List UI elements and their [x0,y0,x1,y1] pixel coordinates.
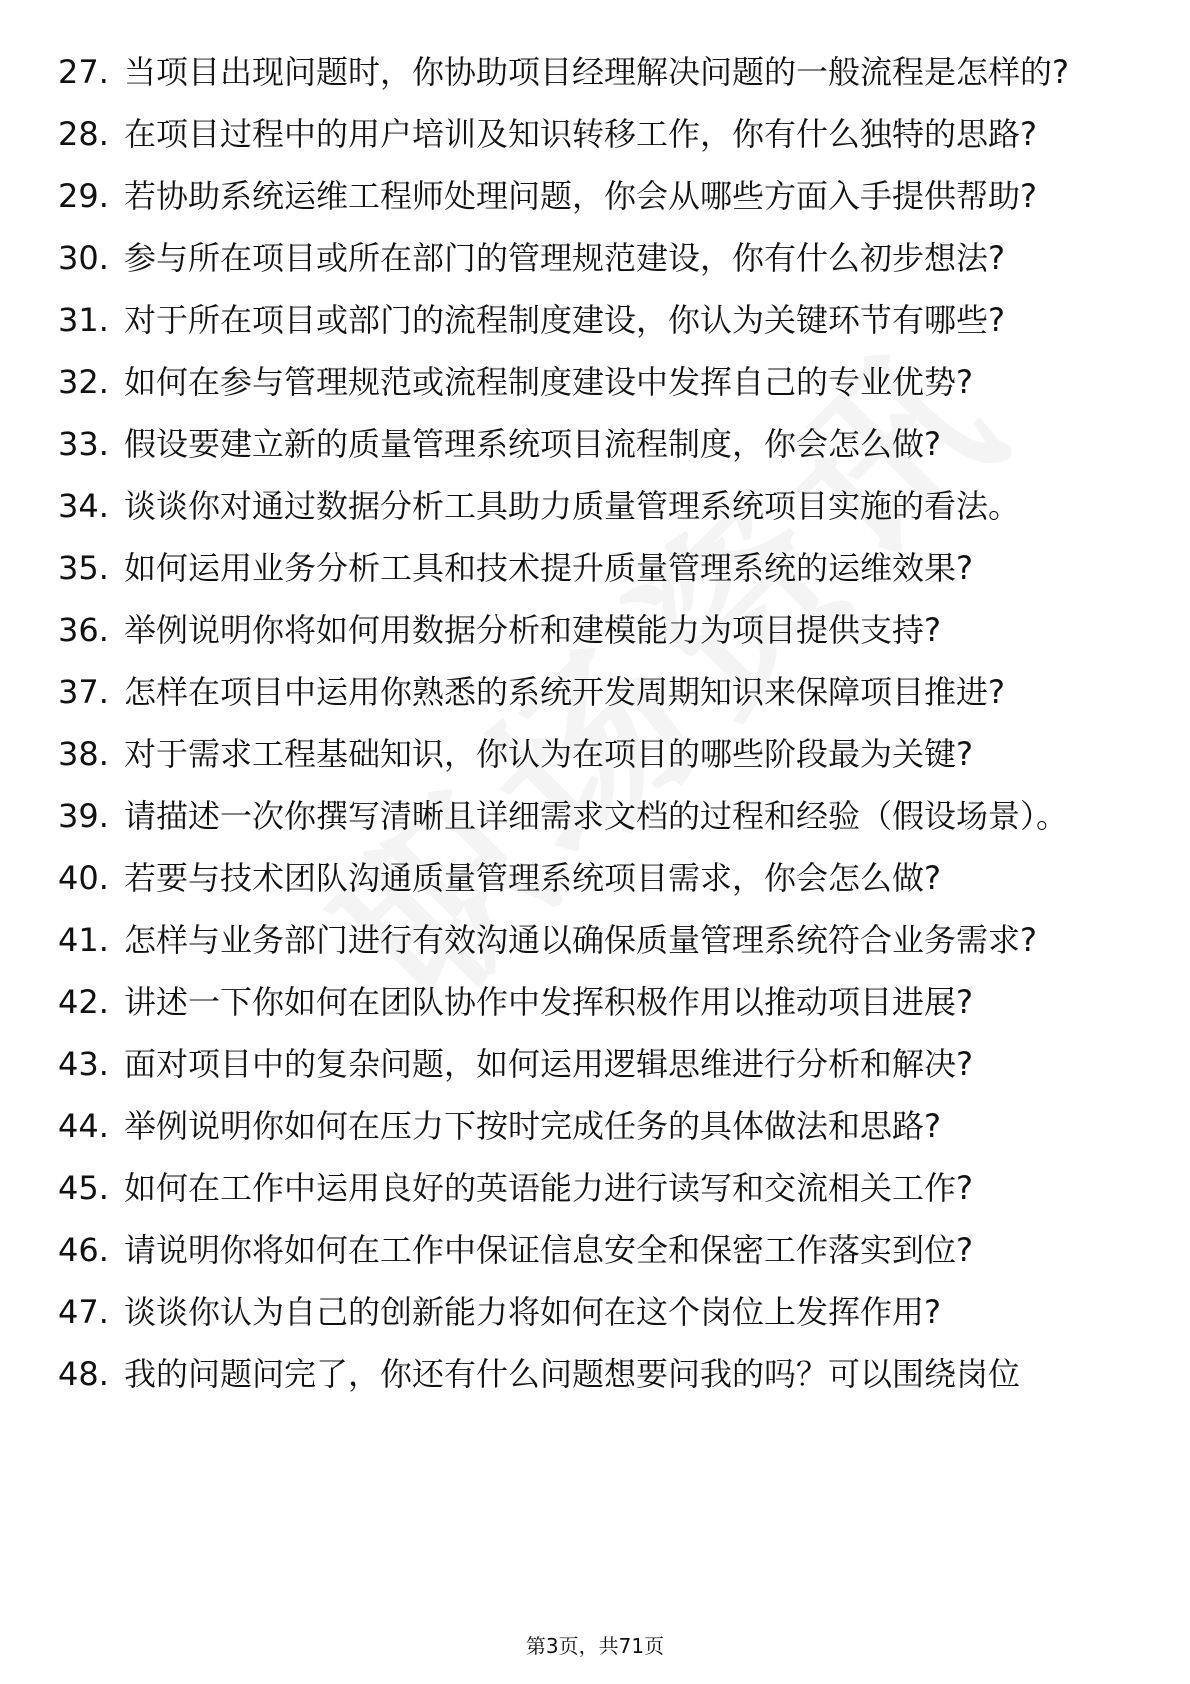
question-text: 若协助系统运维工程师处理问题，你会从哪些方面入手提供帮助? [124,177,1037,215]
question-text: 请描述一次你撰写清晰且详细需求文档的过程和经验（假设场景）。 [124,797,1069,835]
question-item [58,982,1138,1022]
question-item [58,176,1138,216]
question-number: 37. [58,673,109,711]
question-item [58,1354,1138,1394]
question-item [58,52,1138,92]
question-number: 43. [58,1045,109,1083]
question-number: 33. [58,425,109,463]
question-item [58,486,1138,526]
question-number: 40. [58,859,109,897]
question-text: 讲述一下你如何在团队协作中发挥积极作用以推动项目进展? [124,983,973,1021]
question-item [58,1106,1138,1146]
question-text: 在项目过程中的用户培训及知识转移工作，你有什么独特的思路? [124,115,1037,153]
question-item [58,114,1138,154]
question-number: 47. [58,1293,109,1331]
question-number: 44. [58,1107,109,1145]
question-text: 假设要建立新的质量管理系统项目流程制度，你会怎么做? [124,425,941,463]
question-text: 面对项目中的复杂问题，如何运用逻辑思维进行分析和解决? [124,1045,973,1083]
question-item [58,858,1138,898]
question-number: 36. [58,611,109,649]
question-text: 怎样在项目中运用你熟悉的系统开发周期知识来保障项目推进? [124,673,1005,711]
question-number: 27. [58,53,109,91]
question-number: 39. [58,797,109,835]
question-text: 举例说明你将如何用数据分析和建模能力为项目提供支持? [124,611,941,649]
question-item [58,1292,1138,1332]
question-item [58,796,1138,836]
question-number: 31. [58,301,109,339]
question-item [58,610,1138,650]
question-text: 参与所在项目或所在部门的管理规范建设，你有什么初步想法? [124,239,1005,277]
question-list [58,52,1138,1416]
question-number: 45. [58,1169,109,1207]
question-text: 当项目出现问题时，你协助项目经理解决问题的一般流程是怎样的? [124,53,1069,91]
question-text: 怎样与业务部门进行有效沟通以确保质量管理系统符合业务需求? [124,921,1037,959]
question-number: 41. [58,921,109,959]
question-item [58,1168,1138,1208]
question-text: 请说明你将如何在工作中保证信息安全和保密工作落实到位? [124,1231,973,1269]
question-item [58,548,1138,588]
question-item [58,238,1138,278]
question-item [58,424,1138,464]
question-text: 谈谈你对通过数据分析工具助力质量管理系统项目实施的看法。 [124,487,1021,525]
question-item [58,1230,1138,1270]
question-number: 29. [58,177,109,215]
question-text: 如何在工作中运用良好的英语能力进行读写和交流相关工作? [124,1169,973,1207]
question-text: 举例说明你如何在压力下按时完成任务的具体做法和思路? [124,1107,941,1145]
page-number-footer: 第3页，共71页 [525,1634,665,1658]
question-number: 28. [58,115,109,153]
question-number: 48. [58,1355,109,1393]
question-number: 38. [58,735,109,773]
question-text: 对于所在项目或部门的流程制度建设，你认为关键环节有哪些? [124,301,1005,339]
question-item [58,362,1138,402]
question-text: 如何在参与管理规范或流程制度建设中发挥自己的专业优势? [124,363,973,401]
question-item [58,672,1138,712]
question-item [58,1044,1138,1084]
question-item [58,300,1138,340]
question-text: 如何运用业务分析工具和技术提升质量管理系统的运维效果? [124,549,973,587]
question-item [58,920,1138,960]
question-text: 我的问题问完了，你还有什么问题想要问我的吗？可以围绕岗位 [124,1355,1021,1393]
question-number: 42. [58,983,109,1021]
question-number: 46. [58,1231,109,1269]
question-number: 34. [58,487,109,525]
question-number: 35. [58,549,109,587]
question-item [58,734,1138,774]
question-number: 30. [58,239,109,277]
question-text: 若要与技术团队沟通质量管理系统项目需求，你会怎么做? [124,859,941,897]
question-text: 对于需求工程基础知识，你认为在项目的哪些阶段最为关键? [124,735,973,773]
question-text: 谈谈你认为自己的创新能力将如何在这个岗位上发挥作用? [124,1293,941,1331]
question-number: 32. [58,363,109,401]
